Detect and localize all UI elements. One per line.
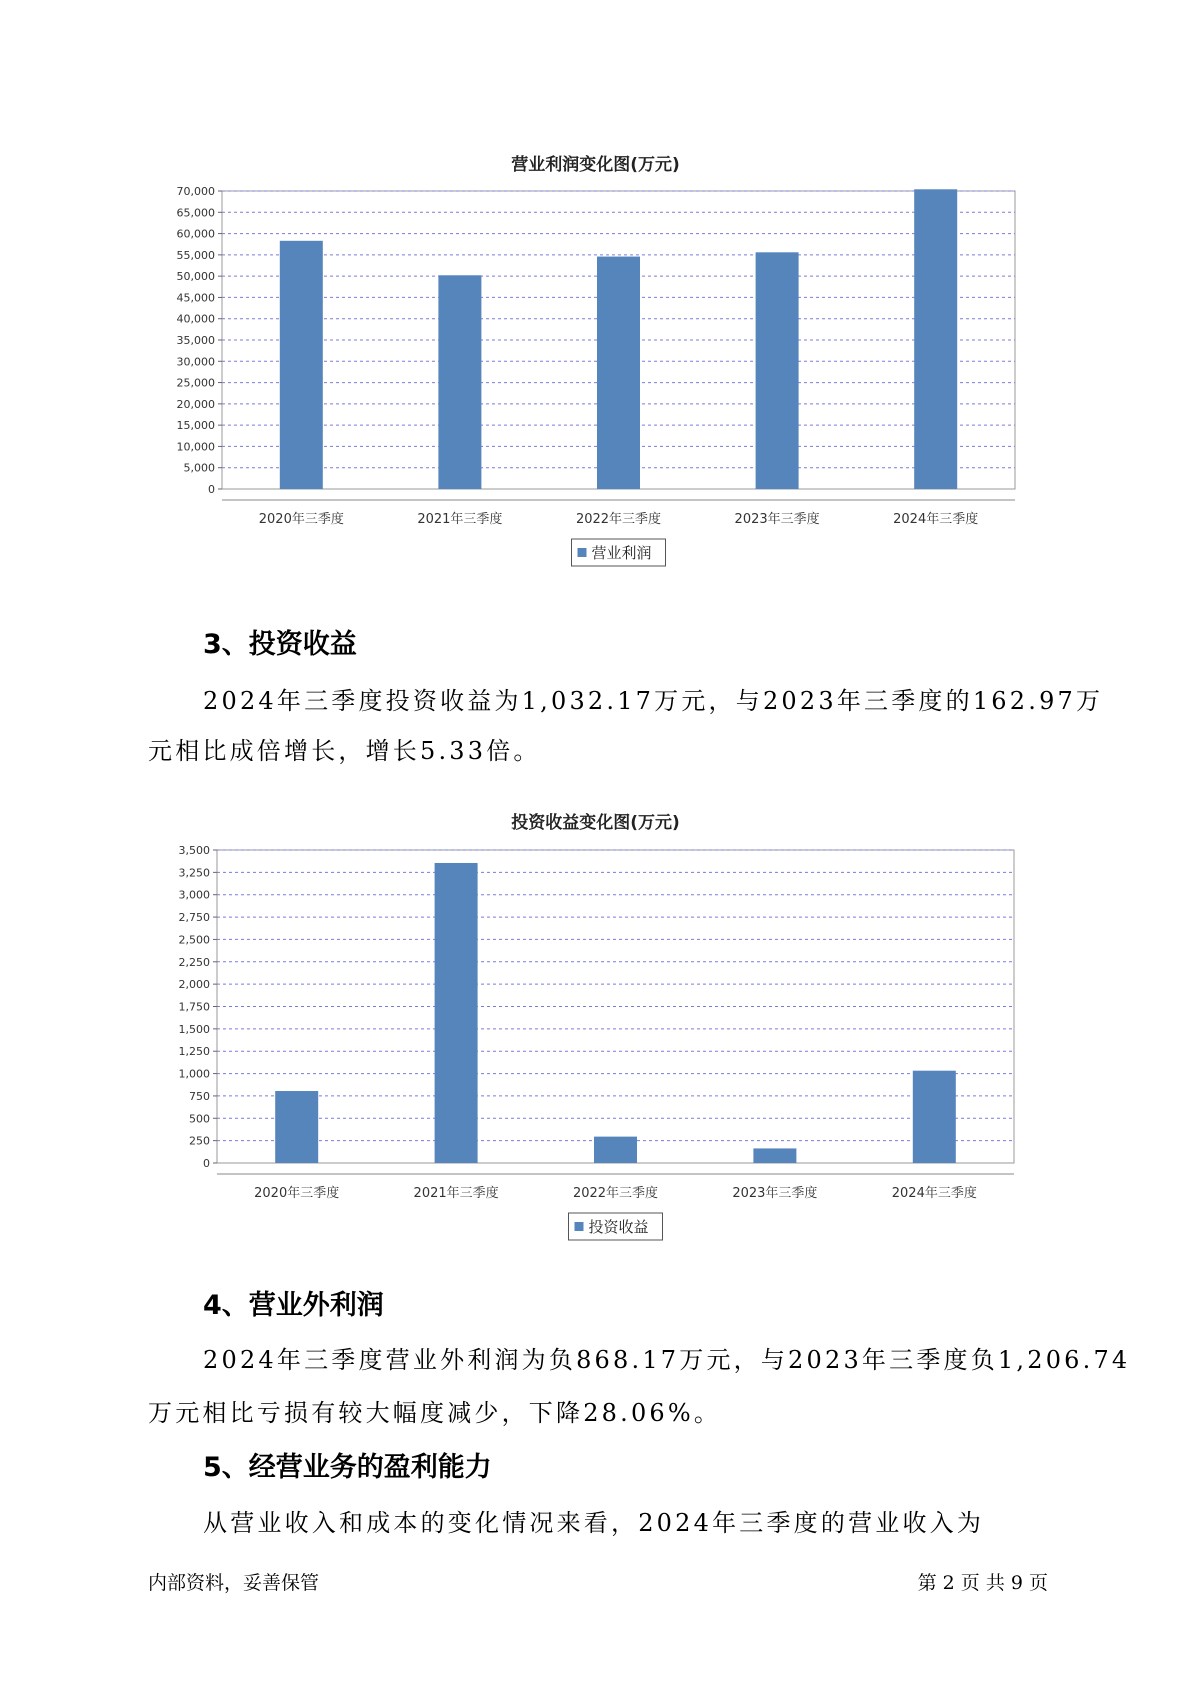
y-tick-label: 250 xyxy=(189,1134,210,1148)
y-tick-label: 1,750 xyxy=(178,1000,210,1014)
chart1-title: 营业利润变化图(万元) xyxy=(511,155,680,175)
section-heading-non-operating: 4、营业外利润 xyxy=(203,1290,384,1321)
x-tick-label: 2024年三季度 xyxy=(893,512,979,527)
footer-page-number: 第 2 页 共 9 页 xyxy=(917,1572,1048,1594)
y-tick-label: 2,500 xyxy=(178,933,210,947)
y-tick-label: 3,250 xyxy=(178,866,210,880)
chart2-title: 投资收益变化图(万元) xyxy=(511,813,680,833)
y-tick-label: 2,000 xyxy=(178,978,210,992)
y-tick-label: 750 xyxy=(189,1089,210,1103)
paragraph-investment-line-2: 元相比成倍增长，增长5.33倍。 xyxy=(148,737,541,765)
bar-2024年三季度 xyxy=(913,1071,956,1163)
paragraph-investment-line-1: 2024年三季度投资收益为1,032.17万元，与2023年三季度的162.97万 xyxy=(203,687,1104,715)
y-tick-label: 10,000 xyxy=(176,440,215,454)
y-tick-label: 3,500 xyxy=(178,844,210,857)
paragraph-non-operating-line-1: 2024年三季度营业外利润为负868.17万元，与2023年三季度负1,206.74 xyxy=(203,1346,1131,1374)
section-heading-investment: 3、投资收益 xyxy=(203,629,357,660)
paragraph-profitability-line-1: 从营业收入和成本的变化情况来看，2024年三季度的营业收入为 xyxy=(203,1509,985,1537)
x-tick-label: 2020年三季度 xyxy=(258,512,344,527)
y-tick-label: 0 xyxy=(203,1157,210,1170)
y-tick-label: 500 xyxy=(189,1112,210,1126)
x-tick-label: 2020年三季度 xyxy=(254,1186,340,1201)
y-tick-label: 65,000 xyxy=(176,206,215,220)
y-tick-label: 2,750 xyxy=(178,911,210,925)
paragraph-non-operating-line-2: 万元相比亏损有较大幅度减少，下降28.06%。 xyxy=(148,1399,722,1427)
bar-2021年三季度 xyxy=(435,863,478,1163)
y-tick-label: 50,000 xyxy=(176,270,215,284)
y-tick-label: 0 xyxy=(208,483,215,496)
x-tick-label: 2021年三季度 xyxy=(413,1186,499,1201)
bar-2020年三季度 xyxy=(280,241,323,489)
y-tick-label: 20,000 xyxy=(176,397,215,411)
legend-swatch xyxy=(575,1222,584,1231)
y-tick-label: 30,000 xyxy=(176,355,215,369)
bar-2021年三季度 xyxy=(438,275,481,489)
bar-2023年三季度 xyxy=(756,252,799,489)
y-tick-label: 70,000 xyxy=(176,185,215,198)
x-tick-label: 2021年三季度 xyxy=(417,512,503,527)
footer-confidential-note: 内部资料，妥善保管 xyxy=(148,1572,320,1594)
y-tick-label: 55,000 xyxy=(176,248,215,262)
x-tick-label: 2022年三季度 xyxy=(572,1186,659,1201)
y-tick-label: 1,000 xyxy=(178,1067,210,1081)
bar-2023年三季度 xyxy=(753,1148,796,1163)
section-heading-profitability: 5、经营业务的盈利能力 xyxy=(203,1452,492,1483)
y-tick-label: 3,000 xyxy=(178,888,210,902)
x-tick-label: 2023年三季度 xyxy=(732,1186,818,1201)
bar-2022年三季度 xyxy=(597,257,640,489)
x-tick-label: 2022年三季度 xyxy=(575,512,662,527)
y-tick-label: 45,000 xyxy=(176,291,215,305)
legend-label: 投资收益 xyxy=(588,1218,649,1236)
operating-profit-chart xyxy=(0,170,1191,590)
y-tick-label: 35,000 xyxy=(176,334,215,347)
y-tick-label: 15,000 xyxy=(176,419,215,433)
x-tick-label: 2023年三季度 xyxy=(734,512,820,527)
x-tick-label: 2024年三季度 xyxy=(891,1186,977,1201)
legend-label: 营业利润 xyxy=(591,544,652,562)
bar-2020年三季度 xyxy=(275,1091,318,1163)
y-tick-label: 25,000 xyxy=(176,376,215,390)
legend-swatch xyxy=(578,548,587,557)
y-tick-label: 1,250 xyxy=(178,1045,210,1059)
y-tick-label: 5,000 xyxy=(183,461,215,475)
bar-2022年三季度 xyxy=(594,1137,637,1163)
y-tick-label: 2,250 xyxy=(178,955,210,969)
y-tick-label: 60,000 xyxy=(176,227,215,241)
y-tick-label: 40,000 xyxy=(176,312,215,326)
y-tick-label: 1,500 xyxy=(178,1022,210,1036)
bar-2024年三季度 xyxy=(914,189,957,489)
investment-income-chart xyxy=(0,830,1191,1250)
